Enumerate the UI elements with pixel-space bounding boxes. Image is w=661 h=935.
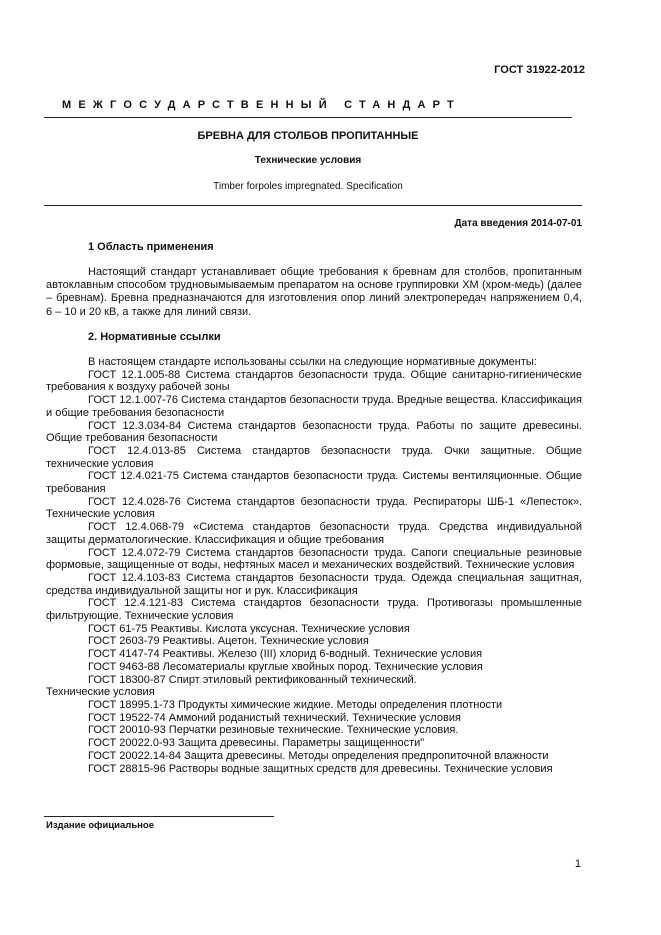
section2-heading: 2. Нормативные ссылки <box>88 331 221 343</box>
reference-item: ГОСТ 20022.14-84 Защита древесины. Методы определения предпропиточной влажности <box>88 749 549 762</box>
reference-item: ГОСТ 61-75 Реактивы. Кислота уксусная. Технические условия <box>88 622 410 635</box>
references-list <box>46 356 582 775</box>
reference-item: ГОСТ 12.4.021-75 Система стандартов безопасности труда. Системы вентиляционные. Общие требования <box>46 470 582 496</box>
reference-item: ГОСТ 19522-74 Аммоний роданистый технический. Технические условия <box>88 711 461 724</box>
reference-item: ГОСТ 20022.0-93 Защита древесины. Параметры защищенности" <box>88 737 425 750</box>
footer-divider <box>44 816 274 817</box>
section1-heading: 1 Область применения <box>88 241 214 253</box>
reference-item: ГОСТ 18995.1-73 Продукты химические жидкие. Методы определения плотности <box>88 698 503 711</box>
document-subtitle: Технические условия <box>254 155 362 166</box>
reference-item: ГОСТ 2603-79 Реактивы. Ацетон. Технические условия <box>88 635 369 648</box>
reference-item: ГОСТ 18300-87 Спирт этиловый ректификованный технический. <box>88 673 417 686</box>
reference-item: ГОСТ 12.4.121-83 Система стандартов безопасности труда. Противогазы промышленные фильтрующие. Технические условия <box>46 597 582 623</box>
reference-item: ГОСТ 12.4.072-79 Система стандартов безопасности труда. Сапоги специальные резиновые формовые, защищенные от воды, нефтяных масел и механических воздействий. Технические условия <box>46 546 582 572</box>
reference-item: ГОСТ 28815-96 Растворы водные защитных средств для древесины. Технические условия <box>88 762 553 775</box>
introduction-date: Дата введения 2014-07-01 <box>454 218 582 229</box>
top-divider <box>44 117 572 118</box>
reference-item: ГОСТ 12.1.007-76 Система стандартов безопасности труда. Вредные вещества. Классификация и общие требования безопасности <box>46 394 582 419</box>
reference-item: ГОСТ 4147-74 Реактивы. Железо (III) хлорид 6-водный. Технические условия <box>88 648 483 661</box>
reference-item-continuation: Технические условия <box>46 686 155 699</box>
document-code: ГОСТ 31922-2012 <box>494 64 585 76</box>
document-title: БРЕВНА ДЛЯ СТОЛБОВ ПРОПИТАННЫЕ <box>197 130 419 142</box>
reference-item: ГОСТ 12.4.028-76 Система стандартов безопасности труда. Респираторы ШБ-1 «Лепесток». Технические условия <box>46 495 582 521</box>
section1-paragraph: Настоящий стандарт устанавливает общие требования к бревнам для столбов, пропитанным автоклавным способом трудновымываемым препаратом на основе группировки ХМ (хром-медь) (далее – бревнам). Бревна предназначаются для изготовления опор линий электропередач напряжением 0,4, 6 – 10 и 20 кВ, а также для линий связи. <box>46 266 582 318</box>
title-divider <box>44 205 582 206</box>
reference-item: ГОСТ 9463-88 Лесоматериалы круглые хвойных пород. Технические условия <box>88 660 483 673</box>
official-edition-label: Издание официальное <box>46 820 154 831</box>
references-lead: В настоящем стандарте использованы ссылки на следующие нормативные документы: <box>88 356 537 368</box>
reference-item: ГОСТ 12.3.034-84 Система стандартов безопасности труда. Работы по защите древесины. Общие требования безопасности <box>46 419 582 445</box>
english-title: Timber forpoles impregnated. Specification <box>213 181 403 192</box>
reference-item: ГОСТ 12.4.068-79 «Система стандартов безопасности труда. Средства индивидуальной защиты дерматологические. Классификация и общие требования <box>46 521 582 546</box>
standard-banner: МЕЖГОСУДАРСТВЕННЫЙ СТАНДАРТ <box>62 99 461 111</box>
section1-text <box>46 266 582 319</box>
page-number: 1 <box>574 858 581 870</box>
reference-item: ГОСТ 12.1.005-88 Система стандартов безопасности труда. Общие санитарно-гигиенические требования к воздуху рабочей зоны <box>46 368 582 394</box>
reference-item: ГОСТ 12.4.103-83 Система стандартов безопасности труда. Одежда специальная защитная, средства индивидуальной защиты ног и рук. Классификация <box>46 571 582 597</box>
reference-item: ГОСТ 12.4.013-85 Система стандартов безопасности труда. Очки защитные. Общие технические условия <box>46 444 582 470</box>
reference-item: ГОСТ 20010-93 Перчатки резиновые технические. Технические условия. <box>88 724 459 737</box>
